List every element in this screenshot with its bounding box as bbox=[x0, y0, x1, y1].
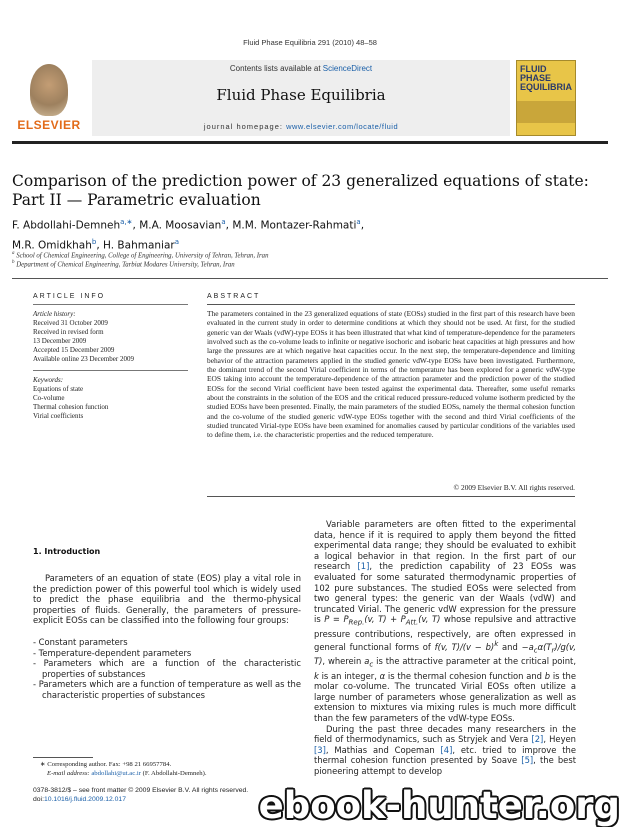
citation-link[interactable]: [1] bbox=[357, 561, 370, 572]
doi-link[interactable]: 10.1016/j.fluid.2009.12.017 bbox=[43, 796, 126, 803]
pressure-equation: $P = P_{Rep.}(v$, $T) + P_{Att.}(v$, T) bbox=[324, 614, 441, 628]
keywords: Keywords: Equations of state Co-volume Thermal cohesion function Virial coefficients bbox=[33, 376, 193, 421]
keyword: Virial coefficients bbox=[33, 412, 84, 420]
author-name[interactable]: H. Bahmaniar bbox=[103, 239, 175, 251]
cover-title: FLUID PHASE EQUILIBRIA bbox=[520, 64, 573, 92]
journal-homepage-link[interactable]: www.elsevier.com/locate/fluid bbox=[286, 122, 399, 131]
elsevier-wordmark: ELSEVIER bbox=[17, 118, 81, 132]
sciencedirect-link[interactable]: ScienceDirect bbox=[322, 64, 373, 73]
list-item: - Parameters which are a function of temperature as well as the characteristic properties of substances bbox=[33, 679, 301, 700]
abstract-text: The parameters contained in the 23 generalized equations of state (EOSs) studied in the first part of this research have been evaluated in the current study in order to determine conditions at which they should not be used. At first, for the studied generic van der Waals (vdW)-type EOSs it has been illustrated that what kind of temperature-dependence for the parameters involved such as the co-volume leads to infinite or negative isochoric and isobaric heat capacities at high pressures and how large the pressures are at which negative heat capacities occur. In the next step, the temperature-dependence and limiting behavior of the attraction parameters applied in the studied generic vdW-type EOSs have been investigated. Furthermore, the dominant trend of the second Virial coefficient in terms of the temperature has been explored for a generic vdW-type EOS taking into account the temperature-dependence of the attraction parameter and the prediction power of the studied EOSs for the second Virial coefficient have been tested against the experimental data. Thereafter, some useful remarks about the constraints in the solution of the EOS and the critical reduced pressure-reduced volume isotherm predicted by the studied EOSs have been presented. Finally, the main parameters of the studied EOSs, namely the thermal cohesion function and the co-volume of the studied generic vdW-type EOSs together with the second and third Virial coefficients of the studied truncated Virial-type EOSs have been examined for anomalies caused by particular conditions of the variables used to define them, i.e. the characteristic properties and the reduced temperature. bbox=[207, 309, 575, 440]
right-column bbox=[314, 519, 576, 776]
list-item: - Parameters which are a function of the characteristic properties of substances bbox=[33, 658, 301, 679]
author-list bbox=[12, 214, 608, 253]
citation-link[interactable]: [5] bbox=[521, 755, 534, 766]
copyright: © 2009 Elsevier B.V. All rights reserved. bbox=[453, 483, 575, 492]
citation-link[interactable]: [4] bbox=[440, 744, 453, 755]
intro-paragraph-1: Parameters of an equation of state (EOS) play a vital role in the prediction power of this powerful tool which is widely used to predict the phase equilibria and the thermo-physical properties of fluids. Generally, the parameters of pressure-explicit EOSs can be classified into the following four groups: bbox=[33, 573, 301, 626]
article-history: Article history: Received 31 October 2009 Received in revised form 13 December 2009 Accepted 15 December 2009 Available online 23 December 2009 bbox=[33, 310, 134, 363]
affiliation-rule bbox=[12, 278, 608, 279]
affiliation-a: $^a$ School of Chemical Engineering, College of Engineering, University of Tehran, Tehran, Iran bbox=[12, 251, 269, 260]
abstract-end-rule bbox=[207, 496, 575, 497]
footnote-rule bbox=[33, 757, 93, 758]
watermark: ebook-hunter.org bbox=[258, 784, 620, 827]
keyword: Equations of state bbox=[33, 385, 84, 393]
email-note: E-mail address: abdollahi@ut.ac.ir (F. Abdollahi-Demneh). bbox=[47, 770, 207, 777]
contents-line: Contents lists available at ScienceDirect bbox=[229, 64, 373, 73]
author-name[interactable]: M.A. Moosavian bbox=[139, 219, 222, 232]
affiliation-b: $^b$ Department of Chemical Engineering, Tarbiat Modares University, Tehran, Iran bbox=[12, 260, 235, 269]
list-item: - Temperature-dependent parameters bbox=[33, 647, 192, 658]
journal-cover[interactable] bbox=[516, 60, 576, 136]
elsevier-logo[interactable] bbox=[14, 60, 84, 136]
journal-title: Fluid Phase Equilibria bbox=[216, 86, 386, 104]
abstract-heading: ABSTRACT bbox=[207, 293, 261, 300]
journal-homepage: journal homepage: www.elsevier.com/locate/fluid bbox=[203, 122, 399, 131]
keyword: Co-volume bbox=[33, 394, 65, 402]
list-item: - Constant parameters bbox=[33, 636, 128, 647]
intro-paragraph-3: During the past three decades many researchers in the field of thermodynamics, such as Stryjek and Vera [2], Heyen [3], Mathias and Copeman [4], etc. tried to improve the thermal cohesion function presented by Soave [5], the best pioneering attempt to develop bbox=[314, 723, 576, 776]
header-rule bbox=[12, 141, 608, 144]
issn-line: 0378-3812/$ – see front matter © 2009 Elsevier B.V. All rights reserved. doi:10.1016/j.fluid.2009.12.017 bbox=[33, 787, 249, 803]
author-name[interactable]: M.M. Montazer-Rahmati bbox=[232, 219, 357, 232]
citation-link[interactable]: [3] bbox=[314, 744, 326, 755]
keyword: Thermal cohesion function bbox=[33, 403, 109, 411]
elsevier-tree-icon bbox=[30, 64, 68, 116]
authors-line-2: M.R. Omidkhah$^b$, H. Bahmaniar$^a$ bbox=[12, 237, 180, 251]
intro-paragraph-2: Variable parameters are often fitted to the experimental data, hence if it is required to apply them beyond the fitted experimental data range; they should be evaluated to exhibit a logical behavior in that region. In the first part of our research [1], the prediction capability of 23 EOSs was evaluated for some saturated thermodynamic properties of 102 pure substances. The studied EOSs were selected from two general types: the generic van der Waals (vdW) and truncated Virial. The generic vdW expression for the pressure is $P = P_{Rep.}(v$, $T) + P_{Att.}(v$, T) whose repulsive and attractive pressure contributions, respectively, are often expressed in general functional forms of f(v, $T)/(v - b)^k$ and $-a_c\alpha(T_r)/g(v$, T), wherein $a_c$ is the attractive parameter at the critical point, k is an integer, α is the thermal cohesion function and b is the molar co-volume. The truncated Virial EOSs often utilize a large number of parameters whose generalization as well as extension to mixtures via mixing rules is much more difficult than the few parameters of the vdW-type EOSs. bbox=[314, 519, 577, 723]
keywords-rule bbox=[33, 370, 188, 371]
author-name[interactable]: F. Abdollahi-Demneh bbox=[12, 219, 121, 232]
article-info-rule bbox=[33, 304, 188, 305]
running-header: Fluid Phase Equilibria 291 (2010) 48–58 bbox=[243, 38, 377, 47]
email-link[interactable]: abdollahi@ut.ac.ir bbox=[91, 770, 141, 777]
article-info-heading: ARTICLE INFO bbox=[33, 293, 106, 300]
abstract-rule bbox=[207, 304, 575, 305]
left-column bbox=[33, 573, 301, 701]
corresponding-author-note: ∗ Corresponding author. Fax: +98 21 66957784. bbox=[40, 761, 172, 768]
cover-band bbox=[517, 101, 575, 123]
author-name[interactable]: M.R. Omidkhah bbox=[12, 239, 92, 251]
citation-link[interactable]: [2] bbox=[531, 734, 544, 745]
section-heading-introduction: 1. Introduction bbox=[33, 547, 101, 556]
article-title: Comparison of the prediction power of 23 generalized equations of state: Part II — Parametric evaluation bbox=[12, 172, 589, 209]
authors-line-1: F. Abdollahi-Demneh$^{a,∗}$, M.A. Moosavian$^a$, M.M. Montazer-Rahmati$^a$, bbox=[12, 218, 365, 232]
